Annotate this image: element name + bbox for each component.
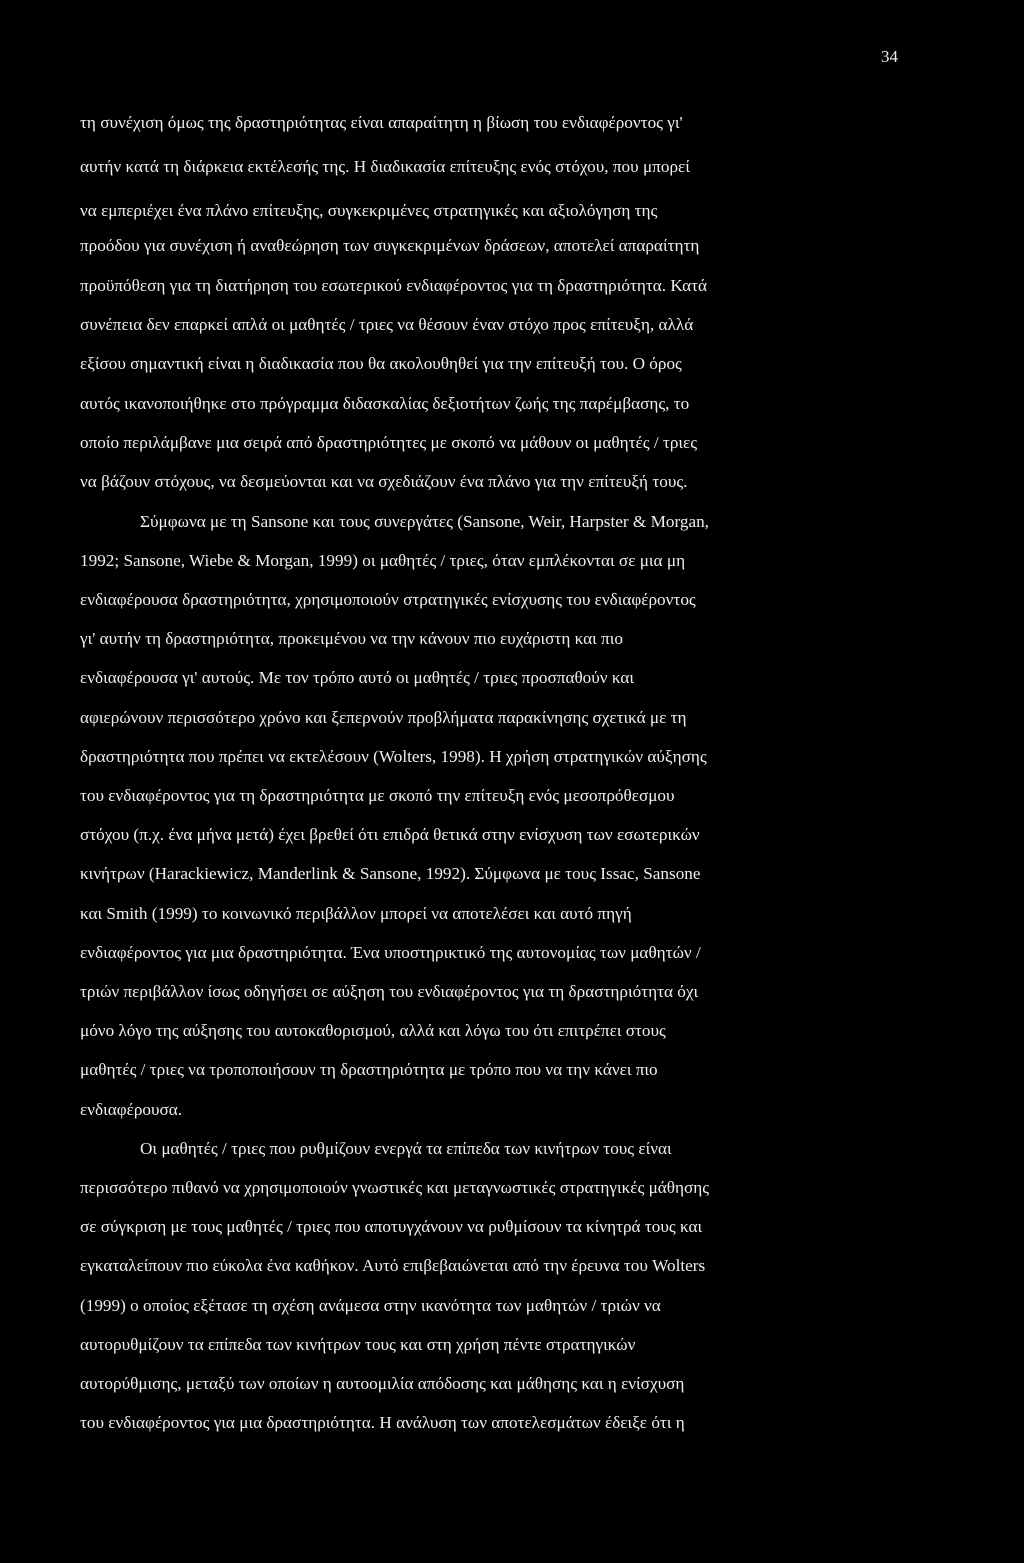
text-line: αφιερώνουν περισσότερο χρόνο και ξεπερνούν προβλήματα παρακίνησης σχετικά με τη xyxy=(80,708,687,727)
text-line: μόνο λόγο της αύξησης του αυτοκαθορισμού, αλλά και λόγω του ότι επιτρέπει στους xyxy=(80,1021,666,1040)
text-line: προόδου για συνέχιση ή αναθεώρηση των συγκεκριμένων δράσεων, αποτελεί απαραίτητη xyxy=(80,236,700,255)
text-line: αυτορυθμίζουν τα επίπεδα των κινήτρων τους και στη χρήση πέντε στρατηγικών xyxy=(80,1335,636,1354)
text-line: τριών περιβάλλον ίσως οδηγήσει σε αύξηση του ενδιαφέροντος για τη δραστηριότητα όχι xyxy=(80,982,699,1001)
text-line: και Smith (1999) το κοινωνικό περιβάλλον μπορεί να αποτελέσει και αυτό πηγή xyxy=(80,904,632,923)
text-line: εγκαταλείπουν πιο εύκολα ένα καθήκον. Αυτό επιβεβαιώνεται από την έρευνα του Wolters xyxy=(80,1256,706,1275)
text-line: γι' αυτήν τη δραστηριότητα, προκειμένου να την κάνουν πιο ευχάριστη και πιο xyxy=(80,629,623,648)
text-line: του ενδιαφέροντος για μια δραστηριότητα. Η ανάλυση των αποτελεσμάτων έδειξε ότι η xyxy=(80,1413,685,1432)
text-line: σε σύγκριση με τους μαθητές / τριες που αποτυγχάνουν να ρυθμίσουν τα κίνητρά τους και xyxy=(80,1217,703,1236)
text-line: περισσότερο πιθανό να χρησιμοποιούν γνωστικές και μεταγνωστικές στρατηγικές μάθησης xyxy=(80,1178,710,1197)
text-line: τη συνέχιση όμως της δραστηριότητας είναι απαραίτητη η βίωση του ενδιαφέροντος γι' xyxy=(80,113,683,132)
text-line: ενδιαφέροντος για μια δραστηριότητα. Ένα υποστηρικτικό της αυτονομίας των μαθητών / xyxy=(80,943,701,962)
text-line: αυτός ικανοποιήθηκε στο πρόγραμμα διδασκαλίας δεξιοτήτων ζωής της παρέμβασης, το xyxy=(80,394,690,413)
text-line: ενδιαφέρουσα δραστηριότητα, χρησιμοποιούν στρατηγικές ενίσχυσης του ενδιαφέροντος xyxy=(80,590,696,609)
text-line: 1992; Sansone, Wiebe & Morgan, 1999) οι μαθητές / τριες, όταν εμπλέκονται σε μια μη xyxy=(80,551,686,570)
text-line: Σύμφωνα με τη Sansone και τους συνεργάτες (Sansone, Weir, Harpster & Morgan, xyxy=(140,512,709,531)
text-line: στόχου (π.χ. ένα μήνα μετά) έχει βρεθεί ότι επιδρά θετικά στην ενίσχυση των εσωτερικών xyxy=(80,825,700,844)
page-number: 34 xyxy=(881,47,898,66)
text-line: μαθητές / τριες να τροποποιήσουν τη δραστηριότητα με τρόπο που να την κάνει πιο xyxy=(80,1060,658,1079)
text-line: να εμπεριέχει ένα πλάνο επίτευξης, συγκεκριμένες στρατηγικές και αξιολόγηση της xyxy=(80,201,658,220)
text-line: ενδιαφέρουσα γι' αυτούς. Με τον τρόπο αυτό οι μαθητές / τριες προσπαθούν και xyxy=(80,668,634,687)
text-line: δραστηριότητα που πρέπει να εκτελέσουν (Wolters, 1998). Η χρήση στρατηγικών αύξησης xyxy=(80,747,707,766)
text-line: αυτορύθμισης, μεταξύ των οποίων η αυτοομιλία απόδοσης και μάθησης και η ενίσχυση xyxy=(80,1374,685,1393)
text-line: οποίο περιλάμβανε μια σειρά από δραστηριότητες με σκοπό να μάθουν οι μαθητές / τριες xyxy=(80,433,698,452)
text-line: εξίσου σημαντική είναι η διαδικασία που θα ακολουθηθεί για την επίτευξή του. Ο όρος xyxy=(80,354,682,373)
text-line: αυτήν κατά τη διάρκεια εκτέλεσής της. Η διαδικασία επίτευξης ενός στόχου, που μπορεί xyxy=(80,157,690,176)
text-line: προϋπόθεση για τη διατήρηση του εσωτερικού ενδιαφέροντος για τη δραστηριότητα. Κατά xyxy=(80,276,708,295)
text-line: κινήτρων (Harackiewicz, Manderlink & Sansone, 1992). Σύμφωνα με τους Issac, Sansone xyxy=(80,864,701,883)
text-line: (1999) ο οποίος εξέτασε τη σχέση ανάμεσα στην ικανότητα των μαθητών / τριών να xyxy=(80,1296,661,1315)
text-line: του ενδιαφέροντος για τη δραστηριότητα με σκοπό την επίτευξη ενός μεσοπρόθεσμου xyxy=(80,786,675,805)
text-line: Οι μαθητές / τριες που ρυθμίζουν ενεργά τα επίπεδα των κινήτρων τους είναι xyxy=(140,1139,672,1158)
text-line: συνέπεια δεν επαρκεί απλά οι μαθητές / τριες να θέσουν έναν στόχο προς επίτευξη, αλλά xyxy=(80,315,694,334)
text-line: ενδιαφέρουσα. xyxy=(80,1100,183,1119)
text-line: να βάζουν στόχους, να δεσμεύονται και να σχεδιάζουν ένα πλάνο για την επίτευξή τους. xyxy=(80,472,688,491)
